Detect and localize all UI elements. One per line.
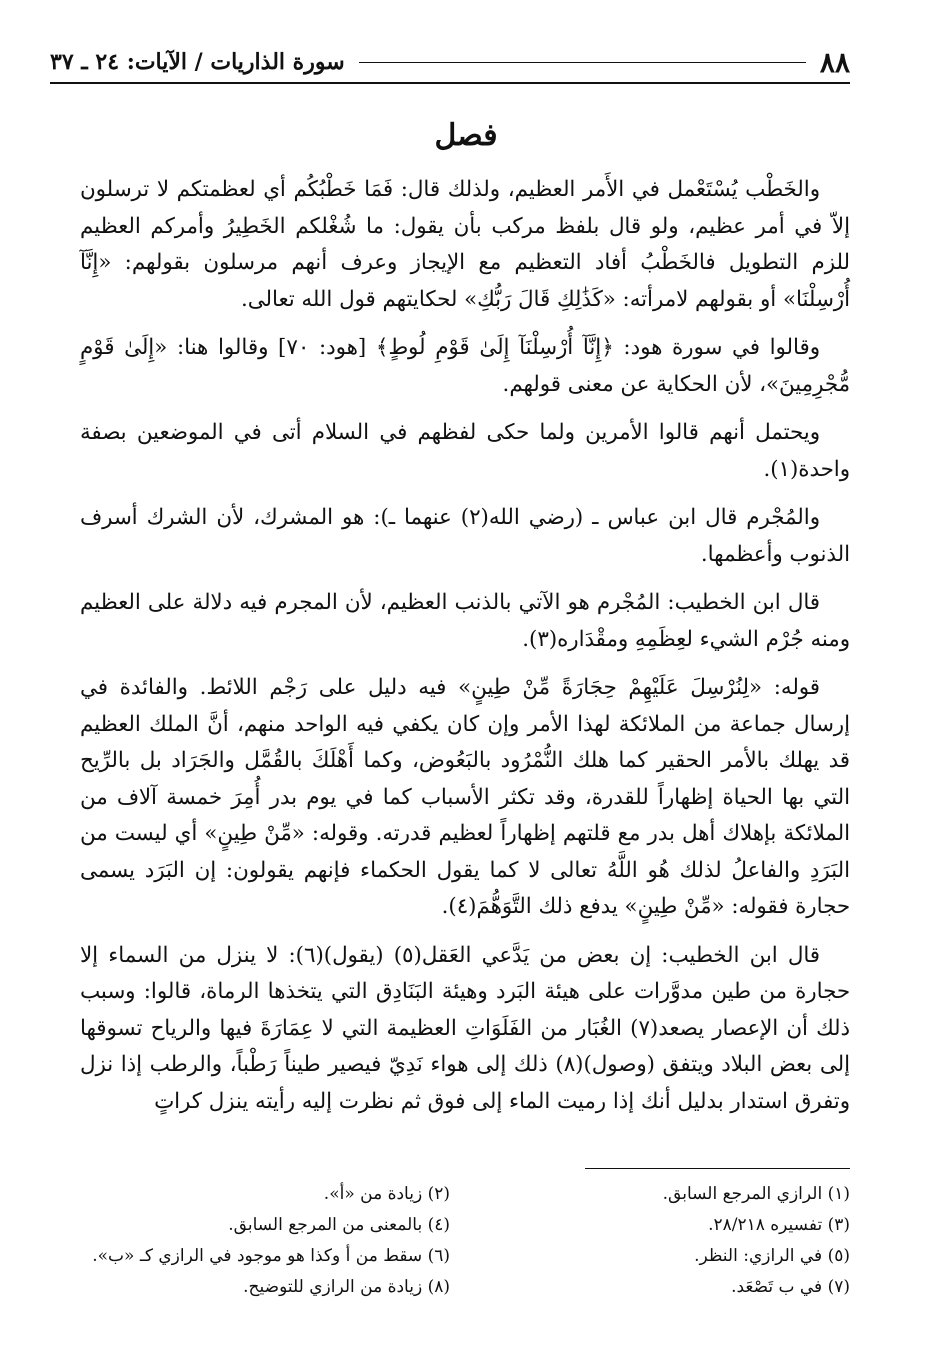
footnote: (٦) سقط من أ وكذا هو موجود في الرازي كـ «ب». xyxy=(92,1246,450,1266)
section-title: فصل xyxy=(434,118,498,153)
footnotes xyxy=(80,1182,850,1300)
footnote-divider xyxy=(585,1168,850,1169)
footnote: (٤) بالمعنى من المرجع السابق. xyxy=(228,1215,450,1235)
paragraph: قوله: «لِنُرْسِلَ عَلَيْهِمْ حِجَارَةً مِّنْ طِينٍ» فيه دليل على رَجْم اللائط. والفائدة في إرسال جماعة من الملائكة لهذا الأمر وإن كان يكفي فيه الواحد منهم، أنَّ الملك العظيم قد يهلك بالأمر الحقير كما هلك النُّمْرُود بالبَعُوض، وكما أَهْلَكَ بالقُمَّل والجَرَاد بل بالرِّيح التي بها الحياة إظهاراً للقدرة، وقد تكثر الأسباب كما في يوم بدر أُمِرَ خمسة آلاف من الملائكة بإهلاك أهل بدر مع قلتهم إظهاراً لعظيم قدرته. وقوله: «مِّنْ طِينٍ» أي ليست من البَرَدِ والفاعلُ لذلك هُو اللَّهُ تعالى لا كما يقول الحكماء فإنهم يقولون: إن البَرَد يسمى حجارة فقوله: «مِّنْ طِينٍ» يدفع ذلك التَّوَهُّمَ(٤). xyxy=(80,675,850,919)
footnote: (١) الرازي المرجع السابق. xyxy=(662,1184,850,1204)
body-text xyxy=(80,172,850,1132)
footnote: (٣) تفسيره ٢٨/٢١٨. xyxy=(708,1215,850,1235)
header-rule xyxy=(359,62,806,63)
footnote: (٨) زيادة من الرازي للتوضيح. xyxy=(243,1277,450,1297)
paragraph: قال ابن الخطيب: المُجْرم هو الآتي بالذنب العظيم، لأن المجرم فيه دلالة على العظيم ومنه جُرْم الشيء لعِظَمِهِ ومقْدَاره(٣). xyxy=(80,590,850,652)
running-title: سورة الذاريات / الآيات: ٢٤ ـ ٣٧ xyxy=(50,49,345,75)
footnote: (٧) في ب تَصْعَد. xyxy=(731,1277,850,1297)
page-number: ٨٨ xyxy=(819,45,850,79)
footnote: (٥) في الرازي: النظر. xyxy=(694,1246,850,1266)
paragraph: وقالوا في سورة هود: ﴿إِنَّآ أُرْسِلْنَآ إِلَىٰ قَوْمِ لُوطٍ﴾ [هود: ٧٠] وقالوا هنا: «إِلَىٰ قَوْمٍ مُّجْرِمِينَ»، لأن الحكاية عن معنى قولهم. xyxy=(80,335,850,397)
footnote: (٢) زيادة من «أ». xyxy=(323,1184,450,1204)
paragraph: ويحتمل أنهم قالوا الأمرين ولما حكى لفظهم في السلام أتى في الموضعين بصفة واحدة(١). xyxy=(80,420,850,482)
paragraph: والمُجْرم قال ابن عباس ـ (رضي الله(٢) عنهما ـ): هو المشرك، لأن الشرك أسرف الذنوب وأعظمها. xyxy=(80,505,850,567)
page-header xyxy=(50,42,850,84)
paragraph: قال ابن الخطيب: إن بعض من يَدَّعي العَقل(٥) (يقول)(٦): لا ينزل من السماء إلا حجارة من طين مدوَّرات على هيئة البَرد وهيئة البَنَادِق التي يتخذها الرماة، قالوا: وسبب ذلك أن الإعصار يصعد(٧) الغُبَار من الفَلَوَاتِ العظيمة التي لا عِمَارَةَ فيها والرياح تسوقها إلى بعض البلاد ويتفق (وصول)(٨) ذلك إلى هواء نَدِيّ فيصير طيناً رَطْباً، والرطب إذا نزل وتفرق استدار بدليل أنك إذا رميت الماء إلى فوق ثم نظرت إليه رأيته ينزل كراتٍ xyxy=(80,942,850,1114)
paragraph: والخَطْب يُسْتَعْمل في الأَمر العظيم، ولذلك قال: فَمَا خَطْبُكُم أي لعظمتكم لا ترسلون إلاّ في أمر عظيم، ولو قال بلفظ مركب بأن يقول: ما شُغْلكم الخَطِيرُ وأمركم العظيم للزم التطويل فالخَطْبُ أفاد التعظيم مع الإيجاز وعرف أنهم مرسلون بقولهم: «إِنَّآ أُرْسِلْنَا» أو بقولهم لامرأته: «كَذَٰلِكِ قَالَ رَبُّكِ» لحكايتهم قول الله تعالى. xyxy=(80,177,850,312)
